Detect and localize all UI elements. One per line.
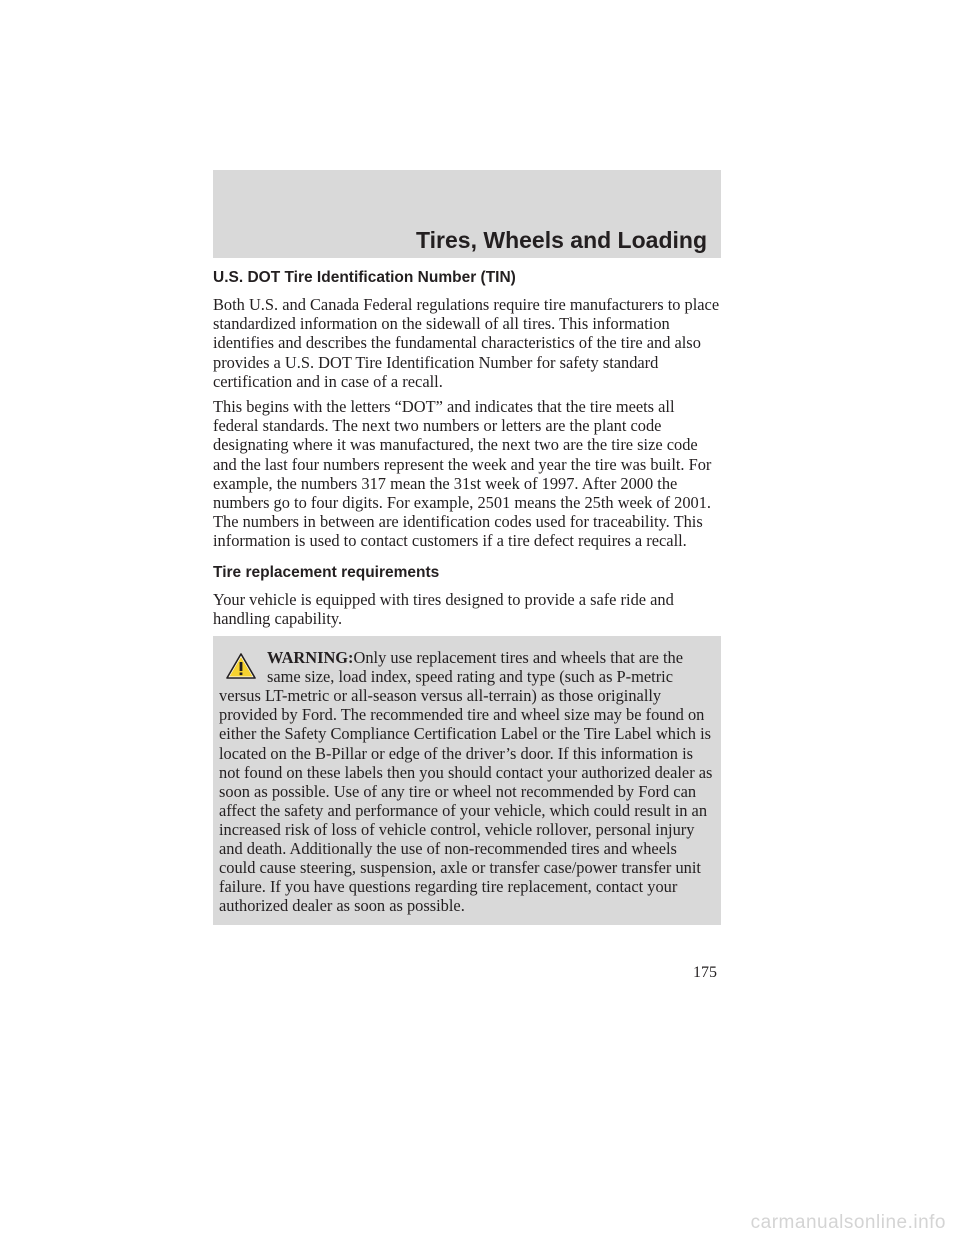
warning-text-block bbox=[219, 648, 715, 915]
replacement-paragraph: Your vehicle is equipped with tires designed to provide a safe ride and handling capability. bbox=[213, 589, 674, 628]
chapter-title: Tires, Wheels and Loading bbox=[416, 227, 707, 253]
warning-box bbox=[213, 636, 721, 925]
warning-triangle-icon bbox=[225, 652, 257, 680]
tin-paragraph-1: Both U.S. and Canada Federal regulations require tire manufacturers to place standardized information on the sidewall of all tires. This information identifies and describes the fundamental characteristics of the tire and also provides a U.S. DOT Tire Identification Number for safety standard certification and in case of a recall. bbox=[213, 295, 720, 391]
replacement-heading: Tire replacement requirements bbox=[213, 563, 440, 581]
warning-body: Only use replacement tires and wheels that are the same size, load index, speed rating and type (such as P-metric versus LT-metric or all-season versus all-terrain) as those originally provided by Ford. The recommended tire and wheel size may be found on either the Safety Compliance Certification Label or the Tire Label which is located on the B-Pillar or edge of the driver’s door. If this information is not found on these labels then you should contact your authorized dealer as soon as possible. Use of any tire or wheel not recommended by Ford can affect the safety and performance of your vehicle, which could result in an increased risk of loss of vehicle control, vehicle rollover, personal injury and death. Additionally the use of non-recommended tires and wheels could cause steering, suspension, axle or transfer case/power transfer unit failure. If you have questions regarding tire replacement, contact your authorized dealer as soon as possible. bbox=[219, 648, 713, 916]
page-number: 175 bbox=[693, 964, 717, 981]
page-content bbox=[213, 268, 723, 925]
watermark-text: carmanualsonline.info bbox=[750, 1212, 946, 1233]
tin-paragraph-2: This begins with the letters “DOT” and indicates that the tire meets all federal standards. The next two numbers or letters are the plant code designating where it was manufactured, the next two are the tire size code and the last four numbers represent the week and year the tire was built. For example, the numbers 317 mean the 31st week of 1997. After 2000 the numbers go to four digits. For example, 2501 means the 25th week of 2001. The numbers in between are identification codes used for traceability. This information is used to contact customers if a tire defect requires a recall. bbox=[213, 397, 712, 551]
warning-label: WARNING: bbox=[267, 648, 354, 668]
tin-heading: U.S. DOT Tire Identification Number (TIN) bbox=[213, 269, 516, 286]
chapter-header-band bbox=[213, 170, 721, 258]
